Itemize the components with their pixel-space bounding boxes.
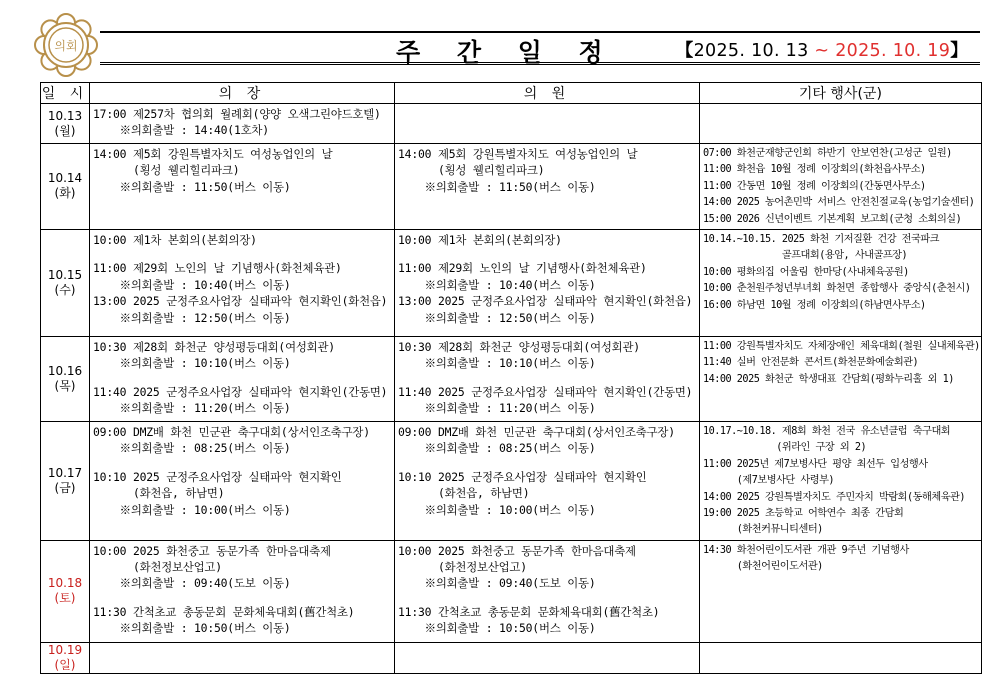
schedule-line: 10.14.~10.15. 2025 화천 기저질환 건강 전국파크: [703, 233, 940, 245]
schedule-line: 10:10 2025 군정주요사업장 실태파악 현지확인: [93, 469, 342, 484]
other-schedule-cell: [700, 144, 982, 230]
schedule-line: 10:00 춘천원주청년부녀회 화천면 종합행사 중앙식(춘천시): [703, 283, 971, 295]
schedule-line: [93, 592, 393, 604]
members-schedule-cell: [395, 104, 700, 144]
schedule-line: 10:00 제1차 본회의(본회의장): [93, 232, 257, 247]
weekday-label: (화): [54, 186, 76, 201]
header-speaker: 의 장: [90, 83, 395, 104]
speaker-schedule-cell: [90, 229, 395, 336]
schedule-line: 11:00 강원특별자치도 자체장애인 체육대회(철원 실내체육관): [703, 340, 980, 352]
schedule-line: 10:30 제28회 화천군 양성평등대회(여성회관): [398, 339, 640, 354]
date-label: 10.19: [47, 642, 83, 657]
schedule-line: ※의회출발 : 14:40(1호차): [93, 123, 269, 138]
members-schedule-cell: [395, 229, 700, 336]
table-row: [41, 336, 982, 421]
schedule-line: (횡성 웰리힐리파크): [398, 163, 545, 178]
date-cell: [41, 336, 90, 421]
schedule-line: [93, 457, 393, 469]
schedule-line: 17:00 제257차 협의회 월례회(양양 오색그린야드호텔): [93, 107, 381, 121]
schedule-line: 19:00 2025 초등학교 어학연수 최종 간담회: [703, 507, 904, 519]
schedule-line: 16:00 하남면 10월 정례 이장회의(하남면사무소): [703, 299, 926, 311]
members-schedule-cell: [395, 540, 700, 642]
schedule-line: 11:30 간척초교 총동문회 문화체육대회(舊간척초): [398, 604, 660, 619]
page-title: 주 간 일 정: [396, 38, 617, 67]
date-cell: [41, 104, 90, 144]
schedule-line: (위라인 구장 외 2): [703, 442, 867, 454]
speaker-schedule-cell: [90, 336, 395, 421]
date-label: 10.16: [47, 363, 83, 378]
table-header-row: [41, 83, 982, 104]
date-label: 10.13: [47, 108, 83, 123]
schedule-line: (화천어린이도서관): [703, 561, 823, 573]
schedule-line: 13:00 2025 군정주요사업장 실태파악 현지확인(화천읍): [398, 294, 693, 309]
schedule-line: 14:00 제5회 강원특별자치도 여성농업인의 날: [93, 147, 333, 161]
members-schedule-cell: [395, 421, 700, 540]
schedule-line: (화천커뮤니티센터): [703, 524, 823, 536]
weekday-label: (수): [54, 282, 76, 297]
date-cell: [41, 144, 90, 230]
schedule-line: 10.17.~10.18. 제8회 화천 전국 유소년클럽 축구대회: [703, 425, 951, 437]
schedule-line: ※의회출발 : 10:10(버스 이동): [93, 356, 291, 371]
council-logo: [34, 13, 98, 77]
schedule-line: 09:00 DMZ배 화천 민군관 축구대회(상서인조축구장): [93, 424, 370, 439]
schedule-line: 14:00 2025 강원특별자치도 주민자치 박람회(동해체육관): [703, 491, 965, 503]
members-schedule-cell: [395, 144, 700, 230]
weekday-label: (월): [54, 123, 76, 138]
schedule-line: ※의회출발 : 10:40(버스 이동): [93, 277, 291, 292]
date-label: 10.18: [47, 576, 83, 591]
schedule-line: 11:00 제29회 노인의 날 기념행사(화천체육관): [398, 261, 647, 276]
schedule-line: ※의회출발 : 10:00(버스 이동): [93, 502, 291, 517]
date-cell: [41, 229, 90, 336]
weekday-label: (토): [54, 591, 76, 606]
schedule-line: 11:40 실버 안전문화 콘서트(화천문화예술회관): [703, 357, 919, 369]
schedule-line: 11:00 제29회 노인의 날 기념행사(화천체육관): [93, 261, 342, 276]
schedule-line: 10:00 2025 화천중고 동문가족 한마음대축제: [93, 543, 331, 558]
schedule-line: ※의회출발 : 10:40(버스 이동): [398, 277, 596, 292]
header-date: 일 시: [41, 83, 90, 104]
schedule-line: ※의회출발 : 09:40(도보 이동): [398, 576, 596, 591]
header-members: 의 원: [395, 83, 700, 104]
weekday-label: (금): [54, 480, 76, 495]
date-range: 【2025. 10. 13 ~ 2025. 10. 19】: [675, 41, 968, 61]
weekly-schedule-table: [40, 82, 982, 674]
date-cell: [41, 421, 90, 540]
schedule-line: [398, 457, 698, 469]
weekday-label: (일): [54, 657, 76, 672]
table-row: [41, 642, 982, 673]
date-label: 10.17: [47, 465, 83, 480]
council-emblem-icon: [34, 13, 98, 77]
schedule-line: 11:30 간척초교 총동문회 문화체육대회(舊간척초): [93, 604, 355, 619]
header-other: 기타 행사(군): [700, 83, 982, 104]
date-label: 10.15: [47, 267, 83, 282]
weekday-label: (목): [54, 378, 76, 393]
schedule-line: 10:10 2025 군정주요사업장 실태파악 현지확인: [398, 469, 647, 484]
schedule-line: ※의회출발 : 10:50(버스 이동): [93, 621, 291, 636]
schedule-line: 14:00 제5회 강원특별자치도 여성농업인의 날: [398, 147, 638, 161]
speaker-schedule-cell: [90, 104, 395, 144]
schedule-line: (제7보병사단 사령부): [703, 475, 835, 487]
speaker-schedule-cell: [90, 144, 395, 230]
schedule-line: ※의회출발 : 08:25(버스 이동): [398, 441, 596, 456]
other-schedule-cell: [700, 104, 982, 144]
members-schedule-cell: [395, 336, 700, 421]
schedule-line: (화천읍, 하남면): [93, 486, 225, 501]
schedule-line: ※의회출발 : 08:25(버스 이동): [93, 441, 291, 456]
logo-text: 의회: [54, 39, 78, 53]
other-schedule-cell: [700, 421, 982, 540]
schedule-line: (화천읍, 하남면): [398, 486, 530, 501]
schedule-line: ※의회출발 : 09:40(도보 이동): [93, 576, 291, 591]
date-cell: [41, 642, 90, 673]
table-row: [41, 144, 982, 230]
schedule-line: 11:40 2025 군정주요사업장 실태파악 현지확인(간동면): [398, 384, 693, 399]
schedule-line: ※의회출발 : 10:10(버스 이동): [398, 356, 596, 371]
schedule-line: (횡성 웰리힐리파크): [93, 163, 240, 178]
date-cell: [41, 540, 90, 642]
schedule-line: ※의회출발 : 10:50(버스 이동): [398, 621, 596, 636]
schedule-line: ※의회출발 : 11:50(버스 이동): [398, 179, 596, 194]
other-schedule-cell: [700, 642, 982, 673]
other-schedule-cell: [700, 540, 982, 642]
schedule-line: 15:00 2026 신년이벤트 기본계획 보고회(군청 소회의실): [703, 213, 962, 225]
table-row: [41, 421, 982, 540]
table-row: [41, 229, 982, 336]
schedule-line: 10:00 제1차 본회의(본회의장): [398, 232, 562, 247]
table-row: [41, 540, 982, 642]
schedule-line: 11:00 간동면 10월 정례 이장회의(간동면사무소): [703, 180, 926, 192]
schedule-line: 골프대회(용암, 사내골프장): [703, 250, 908, 262]
schedule-line: 10:30 제28회 화천군 양성평등대회(여성회관): [93, 339, 335, 354]
schedule-line: 14:30 화천어린이도서관 개관 9주년 기념행사: [703, 544, 909, 556]
header-banner: [100, 31, 980, 65]
table-row: [41, 104, 982, 144]
schedule-line: [93, 372, 393, 384]
speaker-schedule-cell: [90, 421, 395, 540]
date-label: 10.14: [47, 171, 83, 186]
schedule-line: (화천정보산업고): [398, 560, 527, 575]
schedule-line: 09:00 DMZ배 화천 민군관 축구대회(상서인조축구장): [398, 424, 675, 439]
members-schedule-cell: [395, 642, 700, 673]
schedule-line: 11:40 2025 군정주요사업장 실태파악 현지확인(간동면): [93, 384, 388, 399]
schedule-line: ※의회출발 : 11:20(버스 이동): [398, 401, 596, 416]
schedule-line: 13:00 2025 군정주요사업장 실태파악 현지확인(화천읍): [93, 294, 388, 309]
speaker-schedule-cell: [90, 540, 395, 642]
speaker-schedule-cell: [90, 642, 395, 673]
schedule-line: ※의회출발 : 11:50(버스 이동): [93, 179, 291, 194]
other-schedule-cell: [700, 336, 982, 421]
schedule-line: 10:00 평화의집 어울림 한마당(사내체육공원): [703, 266, 909, 278]
schedule-line: 14:00 2025 화천군 학생대표 간담회(평화누리홀 외 1): [703, 373, 954, 385]
schedule-line: 14:00 2025 농어촌민박 서비스 안전친절교육(농업기술센터): [703, 197, 975, 209]
schedule-line: [398, 592, 698, 604]
schedule-line: [398, 248, 698, 260]
schedule-line: ※의회출발 : 10:00(버스 이동): [398, 502, 596, 517]
schedule-line: (화천정보산업고): [93, 560, 222, 575]
schedule-line: 07:00 화천군재향군인회 하반기 안보연찬(고성군 일원): [703, 148, 952, 159]
schedule-line: ※의회출발 : 11:20(버스 이동): [93, 401, 291, 416]
schedule-line: 11:00 2025년 제7보병사단 평양 최선두 입성행사: [703, 458, 928, 470]
schedule-line: ※의회출발 : 12:50(버스 이동): [93, 310, 291, 325]
schedule-line: 11:00 화천읍 10월 정례 이장회의(화천읍사무소): [703, 164, 926, 176]
schedule-line: 10:00 2025 화천중고 동문가족 한마음대축제: [398, 543, 636, 558]
schedule-line: [93, 248, 393, 260]
other-schedule-cell: [700, 229, 982, 336]
schedule-line: [398, 372, 698, 384]
schedule-line: ※의회출발 : 12:50(버스 이동): [398, 310, 596, 325]
